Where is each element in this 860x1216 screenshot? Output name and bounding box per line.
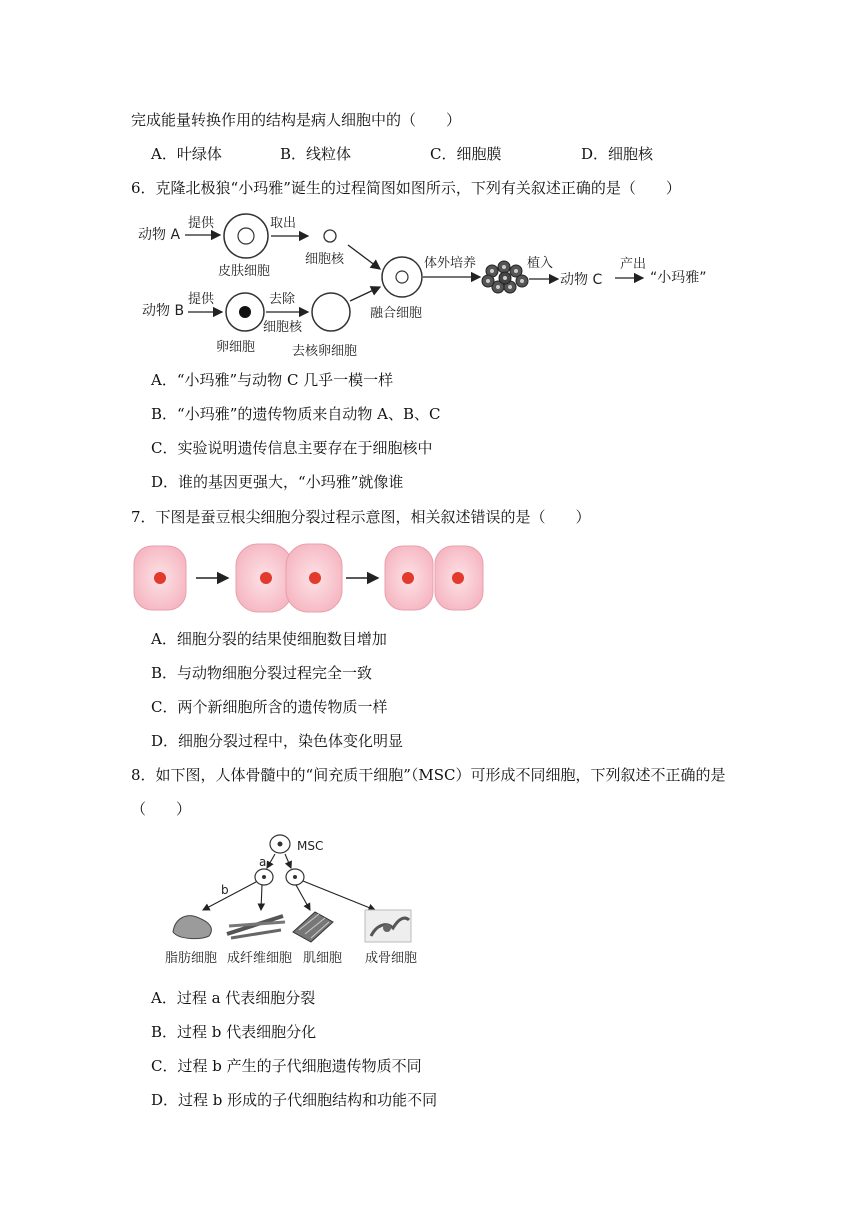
q5-stem: 完成能量转换作用的结构是病人细胞中的（ ） [131, 111, 462, 129]
q8-option-b: B．过程 b 代表细胞分化 [151, 1023, 317, 1041]
q8-option-c: C．过程 b 产生的子代细胞遗传物质不同 [151, 1057, 422, 1075]
skin-cell-label: 皮肤细胞 [218, 264, 271, 279]
muscle-cell-label: 肌细胞 [303, 951, 343, 966]
fat-cell-label: 脂肪细胞 [165, 951, 218, 966]
provide-a-label: 提供 [188, 216, 215, 231]
q8-stem-line2: （ ） [131, 800, 192, 818]
implant-label: 植入 [527, 256, 554, 271]
q6-option-d: D．谁的基因更强大，“小玛雅”就像谁 [151, 473, 404, 491]
animal-b-label: 动物 B [142, 303, 185, 319]
fat-cell-icon [173, 916, 211, 939]
q5-option-b: B．线粒体 [280, 145, 352, 163]
egg-cell-label: 卵细胞 [216, 340, 256, 355]
nucleus-label: 细胞核 [305, 252, 345, 267]
dividing-cell-icon [236, 544, 342, 612]
msc-differentiation-diagram [165, 830, 430, 968]
animal-c-label: 动物 C [560, 272, 603, 288]
fibroblast-icon [227, 916, 285, 938]
arrow-nucleus-to-fusion [348, 245, 380, 269]
produce-label: 产出 [620, 257, 647, 272]
q8-stem-line1: 8．如下图，人体骨髓中的“间充质干细胞”（MSC）可形成不同细胞，下列叙述不正确的是 [131, 766, 726, 784]
msc-label: MSC [297, 839, 324, 853]
animal-a-label: 动物 A [138, 227, 181, 243]
q7-option-a: A．细胞分裂的结果使细胞数目增加 [151, 630, 387, 648]
q6-option-c: C．实验说明遗传信息主要存在于细胞核中 [151, 439, 433, 457]
fused-cell-label: 融合细胞 [370, 306, 423, 321]
cell-division-diagram [130, 540, 490, 618]
q7-option-d: D．细胞分裂过程中，染色体变化明显 [151, 732, 404, 750]
q6-option-b: B．“小玛雅”的遗传物质来自动物 A、B、C [151, 405, 441, 423]
q6-option-a: A．“小玛雅”与动物 C 几乎一模一样 [151, 371, 394, 389]
q5-option-a: A．叶绿体 [151, 145, 222, 163]
q8-option-d: D．过程 b 形成的子代细胞结构和功能不同 [151, 1091, 438, 1109]
remove-nucleus-label: 细胞核 [263, 320, 303, 335]
fibroblast-label: 成纤维细胞 [227, 951, 293, 966]
q7-option-c: C．两个新细胞所含的遗传物质一样 [151, 698, 388, 716]
daughter-cells-icon [385, 546, 483, 610]
arrow-enucleated-to-fusion [350, 287, 380, 301]
enucleated-egg-icon [312, 293, 350, 331]
q7-option-b: B．与动物细胞分裂过程完全一致 [151, 664, 373, 682]
cloning-diagram [130, 205, 730, 360]
embryo-cluster-icon [482, 261, 528, 293]
take-out-label: 取出 [270, 216, 297, 231]
maya-label: “小玛雅” [650, 270, 707, 286]
provide-b-label: 提供 [188, 292, 215, 307]
process-b-label: b [221, 883, 229, 897]
q8-option-a: A．过程 a 代表细胞分裂 [151, 989, 316, 1007]
q5-option-c: C．细胞膜 [430, 145, 502, 163]
q5-option-d: D．细胞核 [581, 145, 654, 163]
q7-stem: 7．下图是蚕豆根尖细胞分裂过程示意图，相关叙述错误的是（ ） [131, 508, 591, 526]
q6-stem: 6．克隆北极狼“小玛雅”诞生的过程简图如图所示，下列有关叙述正确的是（ ） [131, 179, 681, 197]
culture-label: 体外培养 [424, 256, 477, 271]
osteoblast-icon [365, 910, 411, 942]
nucleus-icon [324, 230, 336, 242]
process-a-label: a [259, 855, 267, 869]
enucleated-egg-label: 去核卵细胞 [292, 344, 358, 359]
remove-label: 去除 [269, 292, 296, 307]
osteoblast-label: 成骨细胞 [365, 951, 418, 966]
muscle-cell-icon [293, 912, 333, 942]
